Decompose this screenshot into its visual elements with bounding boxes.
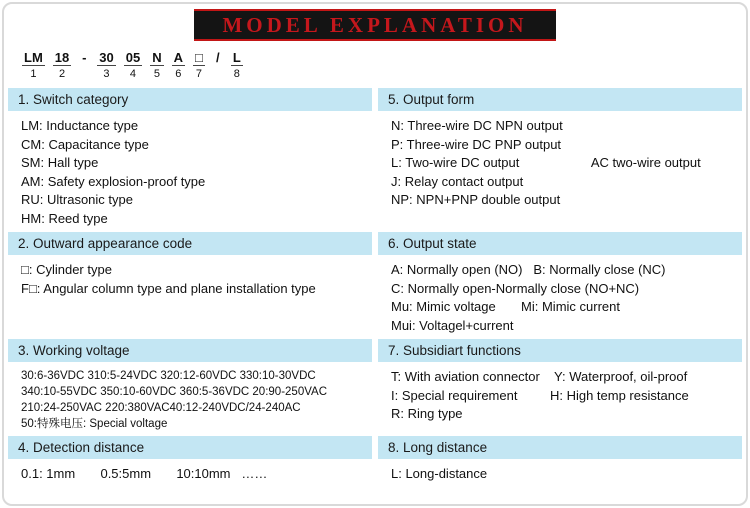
text-line: 50:特殊电压: Special voltage	[21, 418, 168, 430]
code-text: L	[232, 50, 241, 65]
code-segment	[231, 50, 243, 81]
section-content	[8, 255, 372, 339]
section-header: 7. Subsidiart functions	[378, 339, 742, 362]
text-line: AM: Safety explosion-proof type	[21, 173, 206, 189]
text-line: 340:10-55VDC 350:10-60VDC 360:5-36VDC 20:90-250VAC	[21, 386, 328, 398]
code-position-number: 8	[233, 68, 240, 80]
code-position-number: 4	[129, 68, 137, 80]
code-text: /	[216, 50, 220, 65]
code-separator	[79, 50, 89, 67]
text-line: Mui: Voltagel+current	[391, 317, 514, 333]
section-header: 1. Switch category	[8, 88, 372, 111]
text-line: C: Normally open-Normally close (NO+NC)	[391, 280, 640, 296]
section-header: 4. Detection distance	[8, 436, 372, 459]
code-position-number: 2	[58, 68, 66, 80]
text-line: RU: Ultrasonic type	[21, 192, 133, 207]
text-line: L: Two-wire DC output AC two-wire output	[391, 155, 701, 170]
section-content	[8, 362, 372, 436]
code-segment	[150, 50, 163, 81]
section-content	[8, 459, 372, 488]
text-line: N: Three-wire DC NPN output	[391, 118, 563, 133]
text-line: 0.1: 1mm 0.5:5mm 10:10mm ……	[21, 466, 268, 481]
code-segment	[172, 50, 185, 81]
code-text: -	[82, 50, 87, 65]
text-line: F□: Angular column type and plane installation type	[21, 280, 316, 296]
explanation-table	[8, 88, 742, 488]
text-line: HM: Reed type	[21, 210, 108, 226]
text-line: I: Special requirement H: High temp resistance	[391, 387, 689, 403]
model-code	[22, 50, 742, 81]
section-content	[8, 111, 372, 232]
code-position-number: 3	[103, 68, 110, 80]
section-header: 5. Output form	[378, 88, 742, 111]
text-line: T: With aviation connector Y: Waterproof, oil-proof	[391, 369, 688, 384]
section-header: 6. Output state	[378, 232, 742, 255]
code-position-number: 6	[175, 68, 182, 80]
text-line: SM: Hall type	[21, 155, 99, 170]
text-line: 210:24-250VAC 220:380VAC40:12-240VDC/24-240AC	[21, 402, 301, 414]
text-line: J: Relay contact output	[391, 173, 524, 189]
code-segment	[193, 50, 205, 81]
section-header: 3. Working voltage	[8, 339, 372, 362]
code-segment	[97, 50, 115, 81]
code-text: □	[194, 50, 203, 65]
code-position-number: 1	[30, 68, 37, 80]
section-header: 2. Outward appearance code	[8, 232, 372, 255]
text-line: 30:6-36VDC 310:5-24VDC 320:12-60VDC 330:10-30VDC	[21, 370, 316, 382]
text-line: NP: NPN+PNP double output	[391, 192, 561, 207]
page-title: MODEL EXPLANATION	[194, 9, 555, 41]
section-content	[378, 111, 742, 232]
text-line: A: Normally open (NO) B: Normally close (NC)	[391, 262, 666, 277]
code-text: 18	[54, 50, 70, 65]
code-separator	[213, 50, 223, 67]
title-banner	[8, 9, 742, 41]
text-line: Mu: Mimic voltage Mi: Mimic current	[391, 299, 620, 314]
code-text: A	[173, 50, 183, 65]
text-line: LM: Inductance type	[21, 118, 139, 133]
code-position-number: 5	[153, 68, 160, 80]
text-line: □: Cylinder type	[21, 262, 112, 277]
code-text: 05	[125, 50, 141, 65]
code-segment	[22, 50, 45, 81]
section-content	[378, 255, 742, 339]
code-text: LM	[24, 50, 43, 65]
text-line: R: Ring type	[391, 406, 463, 421]
code-text: 30	[99, 50, 114, 65]
code-text: N	[152, 50, 162, 65]
text-line: CM: Capacitance type	[21, 136, 149, 152]
code-position-number: 7	[195, 68, 202, 80]
text-line: P: Three-wire DC PNP output	[391, 136, 562, 152]
section-content	[378, 459, 742, 488]
section-header: 8. Long distance	[378, 436, 742, 459]
code-segment	[53, 50, 71, 81]
text-line: L: Long-distance	[391, 466, 488, 481]
section-content	[378, 362, 742, 436]
code-segment	[124, 50, 142, 81]
